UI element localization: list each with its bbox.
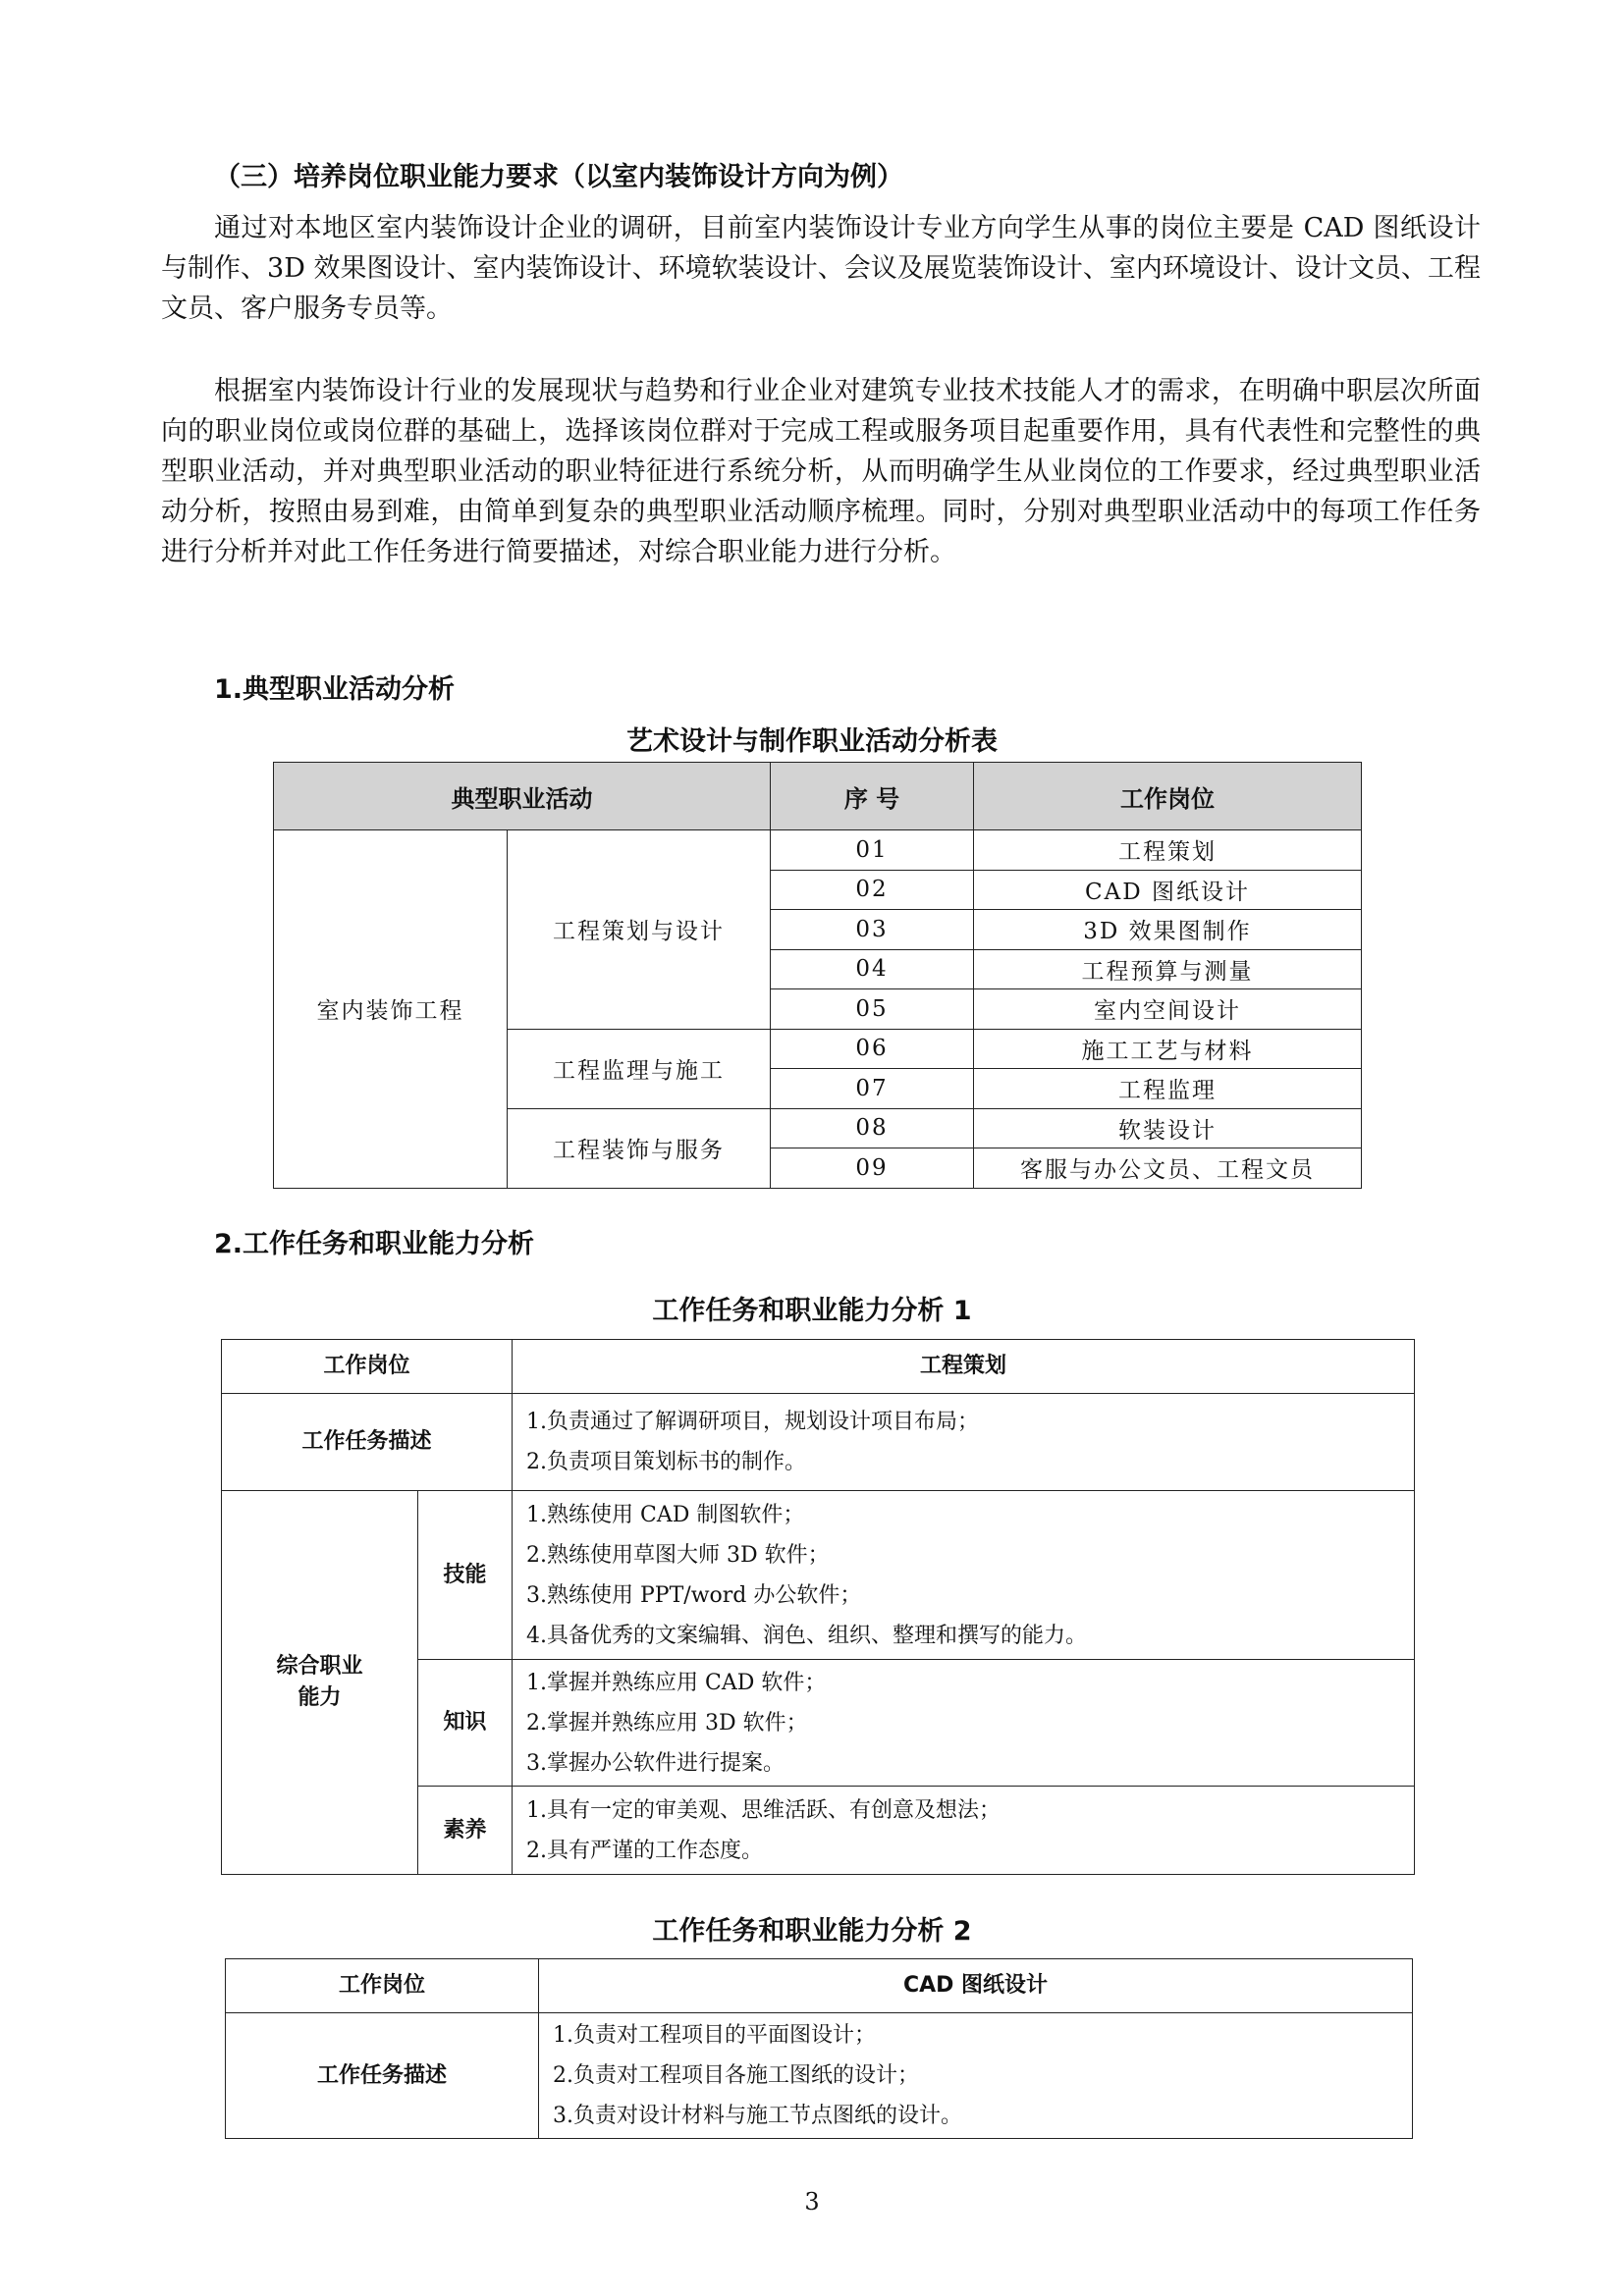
header-number: 序 号 — [771, 763, 974, 830]
activity-analysis-table — [273, 762, 1362, 1189]
row-number: 04 — [771, 949, 974, 989]
post-value: CAD 图纸设计 — [539, 1959, 1413, 2013]
row-number: 09 — [771, 1148, 974, 1189]
skill-label: 技能 — [418, 1491, 513, 1660]
group-cell: 工程监理与施工 — [508, 1029, 771, 1108]
section-heading: （三）培养岗位职业能力要求（以室内装饰设计方向为例） — [214, 162, 903, 192]
table3-title: 工作任务和职业能力分析 2 — [652, 1916, 972, 1947]
row-post: 客服与办公文员、工程文员 — [974, 1148, 1362, 1189]
task-line: 3.负责对设计材料与施工节点图纸的设计。 — [553, 2104, 962, 2128]
knowledge-line: 3.掌握办公软件进行提案。 — [526, 1750, 785, 1776]
table-row — [226, 1959, 1413, 2013]
row-post: 3D 效果图制作 — [974, 910, 1362, 950]
row-number: 07 — [771, 1069, 974, 1109]
row-number: 06 — [771, 1029, 974, 1069]
row-number: 08 — [771, 1108, 974, 1148]
task-description — [513, 1394, 1415, 1491]
header-post: 工作岗位 — [974, 763, 1362, 830]
row-number: 03 — [771, 910, 974, 950]
row-post: 施工工艺与材料 — [974, 1029, 1362, 1069]
table-row — [222, 1394, 1415, 1491]
post-label: 工作岗位 — [226, 1959, 539, 2013]
table-header-row — [274, 763, 1362, 830]
header-activity: 典型职业活动 — [274, 763, 771, 830]
knowledge-list — [513, 1660, 1415, 1787]
group-cell: 工程装饰与服务 — [508, 1108, 771, 1188]
row-number: 05 — [771, 989, 974, 1030]
table-row — [222, 1491, 1415, 1660]
knowledge-line: 2.掌握并熟练应用 3D 软件； — [526, 1710, 808, 1735]
row-post: 工程预算与测量 — [974, 949, 1362, 989]
paragraph-2: 根据室内装饰设计行业的发展现状与趋势和行业企业对建筑专业技术技能人才的需求，在明确中职层次所面向的职业岗位或岗位群的基础上，选择该岗位群对于完成工程或服务项目起重要作用，具有代表性和完整性的典型职业活动，并对典型职业活动的职业特征进行系统分析，从而明确学生从业岗位的工作要求，经过典型职业活动分析，按照由易到难，由简单到复杂的典型职业活动顺序梳理。同时，分别对典型职业活动中的每项工作任务进行分析并对此工作任务进行简要描述，对综合职业能力进行分析。 — [161, 376, 1481, 567]
task-line: 1.负责通过了解调研项目，规划设计项目布局； — [526, 1410, 980, 1434]
skill-line: 2.熟练使用草图大师 3D 软件； — [526, 1542, 830, 1568]
skill-line: 1.熟练使用 CAD 制图软件； — [526, 1502, 805, 1527]
table-row — [274, 830, 1362, 871]
ability-analysis-table-2 — [225, 1958, 1413, 2139]
activity-cell: 室内装饰工程 — [274, 830, 508, 1189]
ability-analysis-table-1 — [221, 1339, 1415, 1875]
table-row — [226, 2013, 1413, 2139]
row-post: 室内空间设计 — [974, 989, 1362, 1030]
quality-line: 1.具有一定的审美观、思维活跃、有创意及想法； — [526, 1797, 1001, 1823]
table-row — [222, 1340, 1415, 1394]
task-line: 2.负责对工程项目各施工图纸的设计； — [553, 2063, 919, 2088]
task-line: 1.负责对工程项目的平面图设计； — [553, 2023, 876, 2048]
group-cell: 工程策划与设计 — [508, 830, 771, 1030]
ability-label: 综合职业 能力 — [222, 1491, 418, 1875]
subheading-1: 1.典型职业活动分析 — [214, 674, 456, 705]
subheading-2: 2.工作任务和职业能力分析 — [214, 1229, 535, 1259]
table2-title: 工作任务和职业能力分析 1 — [652, 1296, 972, 1326]
knowledge-line: 1.掌握并熟练应用 CAD 软件； — [526, 1670, 827, 1695]
knowledge-label: 知识 — [418, 1660, 513, 1787]
skill-list — [513, 1491, 1415, 1660]
task-line: 2.负责项目策划标书的制作。 — [526, 1450, 807, 1474]
row-number: 01 — [771, 830, 974, 871]
row-post: CAD 图纸设计 — [974, 870, 1362, 910]
page-number: 3 — [804, 2188, 820, 2216]
row-post: 软装设计 — [974, 1108, 1362, 1148]
post-value: 工程策划 — [513, 1340, 1415, 1394]
task-label: 工作任务描述 — [226, 2013, 539, 2139]
task-description — [539, 2013, 1413, 2139]
quality-line: 2.具有严谨的工作态度。 — [526, 1838, 764, 1863]
paragraph-1: 通过对本地区室内装饰设计企业的调研，目前室内装饰设计专业方向学生从事的岗位主要是 CAD 图纸设计与制作、3D 效果图设计、室内装饰设计、环境软装设计、会议及展览装饰设计、室内环境设计、设计文员、工程文员、客户服务专员等。 — [161, 213, 1481, 324]
quality-list — [513, 1787, 1415, 1875]
row-post: 工程策划 — [974, 830, 1362, 871]
post-label: 工作岗位 — [222, 1340, 513, 1394]
skill-line: 3.熟练使用 PPT/word 办公软件； — [526, 1582, 862, 1608]
skill-line: 4.具备优秀的文案编辑、润色、组织、整理和撰写的能力。 — [526, 1623, 1088, 1648]
row-number: 02 — [771, 870, 974, 910]
task-label: 工作任务描述 — [222, 1394, 513, 1491]
row-post: 工程监理 — [974, 1069, 1362, 1109]
quality-label: 素养 — [418, 1787, 513, 1875]
table1-title: 艺术设计与制作职业活动分析表 — [626, 726, 998, 757]
